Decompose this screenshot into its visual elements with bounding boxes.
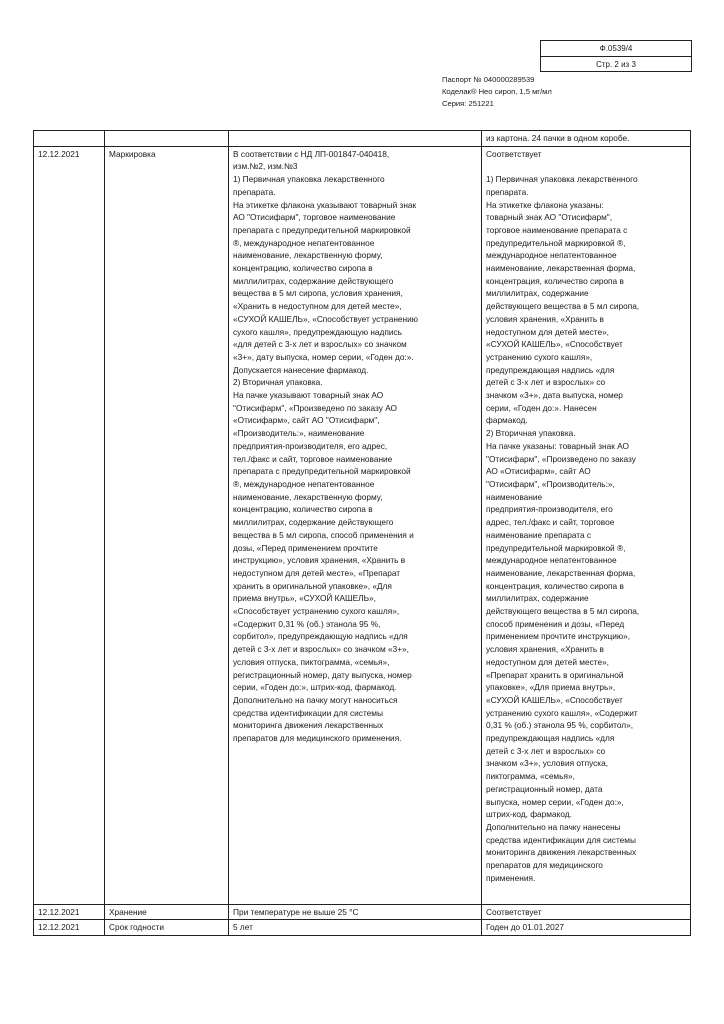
result-line: «СУХОЙ КАШЕЛЬ», «Способствует [486,694,623,705]
spec-line: 5 лет [233,922,253,933]
result-line: упаковке», «Для приема внутрь», [486,682,616,693]
spec-line: регистрационный номер, дату выпуска, номер [233,669,412,680]
result-line: из картона. 24 пачки в одном коробе. [486,133,630,143]
spec-line: серии, «Годен до:», штрих-код, фармакод. [233,682,397,693]
spec-line: хранить в оригинальной упаковке», «Для [233,580,392,591]
spec-line: миллилитрах, содержание действующего [233,275,394,286]
spec-line: «Хранить в недоступном для детей месте», [233,301,402,312]
test-name-cell: Маркировка [105,146,229,904]
test-name-cell: Срок годности [105,920,229,936]
test-name-cell [105,131,229,147]
result-line [486,160,686,173]
series-number: Серия: 251221 [442,99,494,108]
date-cell: 12.12.2021 [34,920,105,936]
result-line: наименование, лекарственная форма, [486,263,636,274]
spec-line: сорбитол», предупреждающую надпись «для [233,631,408,642]
spec-line: вещества в 5 мл сиропа, условия хранения, [233,288,403,299]
result-line: миллилитрах, содержание [486,593,589,604]
result-line: средства идентификации для системы [486,834,636,845]
result-line: препаратов для медицинского [486,860,603,871]
test-name-cell: Хранение [105,904,229,920]
spec-line: При температуре не выше 25 °С [233,906,359,917]
result-line: На этикетке флакона указаны: [486,199,604,210]
result-line: действующего вещества в 5 мл сиропа, [486,606,640,617]
result-line: устранению сухого кашля», [486,351,593,362]
page-number: Стр. 2 из 3 [541,56,691,72]
spec-line: На пачке указывают товарный знак АО [233,390,384,401]
result-line: недоступном для детей месте», [486,656,609,667]
result-line: серии, «Годен до:». Нанесен [486,402,597,413]
result-line: "Отисифарм", «Производитель:», [486,478,615,489]
result-line: фармакод. [486,415,528,426]
result-line: значком «3+», условия отпуска, [486,758,609,769]
result-line: АО «Отисифарм», сайт АО [486,466,591,477]
spec-line: «Производитель:», наименование [233,428,365,439]
result-line: 1) Первичная упаковка лекарственного [486,174,638,185]
result-line: "Отисифарм", «Произведено по заказу [486,453,636,464]
result-line: выпуска, номер серии, «Годен до:», [486,796,624,807]
spec-line: Допускается нанесение фармакод. [233,364,369,375]
result-line: предупредительной маркировкой ®, [486,542,626,553]
spec-line: «3+», дату выпуска, номер серии, «Годен до:». [233,351,414,362]
result-line: устранению сухого кашля», «Содержит [486,707,638,718]
spec-line: ®, международное непатентованное [233,478,375,489]
result-line: наименование [486,491,543,502]
spec-line: «Содержит 0,31 % (об.) этанола 95 %, [233,618,381,629]
date-cell: 12.12.2021 [34,146,105,904]
result-line: предприятия-производителя, его [486,504,613,515]
result-cell [482,920,691,936]
result-line: 0,31 % (об.) этанола 95 %, сорбитол», [486,720,634,731]
result-line: товарный знак АО "Отисифарм", [486,212,613,223]
spec-line: мониторинга движения лекарственных [233,720,384,731]
result-line: штрих-код, фармакод. [486,809,572,820]
result-line: Дополнительно на пачку нанесены [486,821,621,832]
spec-line: концентрацию, количество сиропа в [233,263,373,274]
spec-line: детей с 3-х лет и взрослых» со значком «3+», [233,644,409,655]
spec-line: «СУХОЙ КАШЕЛЬ», «Способствует устранению [233,313,418,324]
specification-cell [229,131,482,147]
spec-line: 1) Первичная упаковка лекарственного [233,174,385,185]
table-row [34,920,691,936]
spec-line: средства идентификации для системы [233,707,383,718]
spec-line: дозы, «Перед применением прочтите [233,542,378,553]
result-line: адрес, тел./факс и сайт, торговое [486,517,615,528]
spec-line: наименование, лекарственную форму, [233,250,383,261]
result-line: предупреждающая надпись «для [486,733,615,744]
result-line: наименование препарата с [486,529,592,540]
spec-line: препарата. [233,186,276,197]
passport-header [442,74,552,110]
table-row [34,131,691,147]
spec-line: концентрацию, количество сиропа в [233,504,373,515]
result-line: детей с 3-х лет и взрослых» со [486,377,606,388]
spec-line: «Способствует устранению сухого кашля», [233,606,400,617]
date-cell: 12.12.2021 [34,904,105,920]
spec-line: 2) Вторичная упаковка. [233,377,323,388]
spec-line: препарата с предупредительной маркировкой [233,224,411,235]
spec-line: предприятия-производителя, его адрес, [233,440,388,451]
result-line: 2) Вторичная упаковка. [486,428,576,439]
spec-line: изм.№2, изм.№3 [233,161,298,172]
result-line: Соответствует [486,906,542,917]
spec-line: На этикетке флакона указывают товарный знак [233,199,417,210]
result-line: регистрационный номер, дата [486,783,603,794]
result-line: применения. [486,872,536,883]
result-line: миллилитрах, содержание [486,288,589,299]
form-code-box [540,40,692,72]
result-line: предупредительной маркировкой ®, [486,237,626,248]
result-line: международное непатентованное [486,555,617,566]
product-name: Коделак® Нео сироп, 1,5 мг/мл [442,87,552,96]
form-code: Ф.0539/4 [599,44,633,53]
spec-line: Дополнительно на пачку могут наноситься [233,694,398,705]
specification-cell [229,920,482,936]
result-line: международное непатентованное [486,250,617,261]
spec-line: препарата с предупредительной маркировкой [233,466,411,477]
result-line: мониторинга движения лекарственных [486,847,637,858]
result-line: пиктограмма, «семья», [486,771,575,782]
date-cell [34,131,105,147]
spec-line: вещества в 5 мл сиропа, способ применения и [233,529,414,540]
spec-line: «Отисифарм», сайт АО "Отисифарм", [233,415,380,426]
result-line: предупреждающая надпись «для [486,364,615,375]
result-line: «Препарат хранить в оригинальной [486,669,624,680]
spec-line: тел./факс и сайт, торговое наименование [233,453,393,464]
specification-cell [229,146,482,904]
result-line: наименование, лекарственная форма, [486,567,636,578]
result-line: применением прочтите инструкцию», [486,631,631,642]
specification-cell [229,904,482,920]
result-line: Годен до 01.01.2027 [486,922,564,933]
result-line: препарата. [486,186,529,197]
spec-line: миллилитрах, содержание действующего [233,517,394,528]
result-line: детей с 3-х лет и взрослых» со [486,745,606,756]
spec-line: наименование, лекарственную форму, [233,491,383,502]
table-row [34,904,691,920]
spec-line: приема внутрь», «СУХОЙ КАШЕЛЬ», [233,593,376,604]
passport-number: Паспорт № 040000289539 [442,75,535,84]
result-line: «СУХОЙ КАШЕЛЬ», «Способствует [486,339,623,350]
result-line: способ применения и дозы, «Перед [486,618,625,629]
quality-table [33,130,691,936]
table-row [34,146,691,904]
result-line: значком «3+», дата выпуска, номер [486,390,623,401]
result-line: концентрация, количество сиропа в [486,580,624,591]
result-cell [482,131,691,147]
spec-line: "Отисифарм", «Произведено по заказу АО [233,402,398,413]
result-line: условия хранения, «Хранить в [486,644,604,655]
result-line: действующего вещества в 5 мл сиропа, [486,301,640,312]
spec-line: препаратов для медицинского применения. [233,733,402,744]
result-cell [482,904,691,920]
result-line: концентрация, количество сиропа в [486,275,624,286]
spec-line: недоступном для детей месте», «Препарат [233,567,401,578]
spec-line: условия отпуска, пиктограмма, «семья», [233,656,390,667]
spec-line: сухого кашля», предупреждающую надпись [233,326,402,337]
spec-line: ®, международное непатентованное [233,237,375,248]
spec-line: «для детей с 3-х лет и взрослых» со значком [233,339,407,350]
result-cell [482,146,691,904]
result-line: условия хранения, «Хранить в [486,313,604,324]
spec-line: АО "Отисифарм", торговое наименование [233,212,396,223]
spec-line: В соответствии с НД ЛП-001847-040418, [233,148,390,159]
result-line: торговое наименование препарата с [486,224,628,235]
spec-line: инструкцию», условия хранения, «Хранить в [233,555,406,566]
result-line: На пачке указаны: товарный знак АО [486,440,629,451]
result-line: Соответствует [486,148,542,159]
result-line: недоступном для детей месте», [486,326,609,337]
